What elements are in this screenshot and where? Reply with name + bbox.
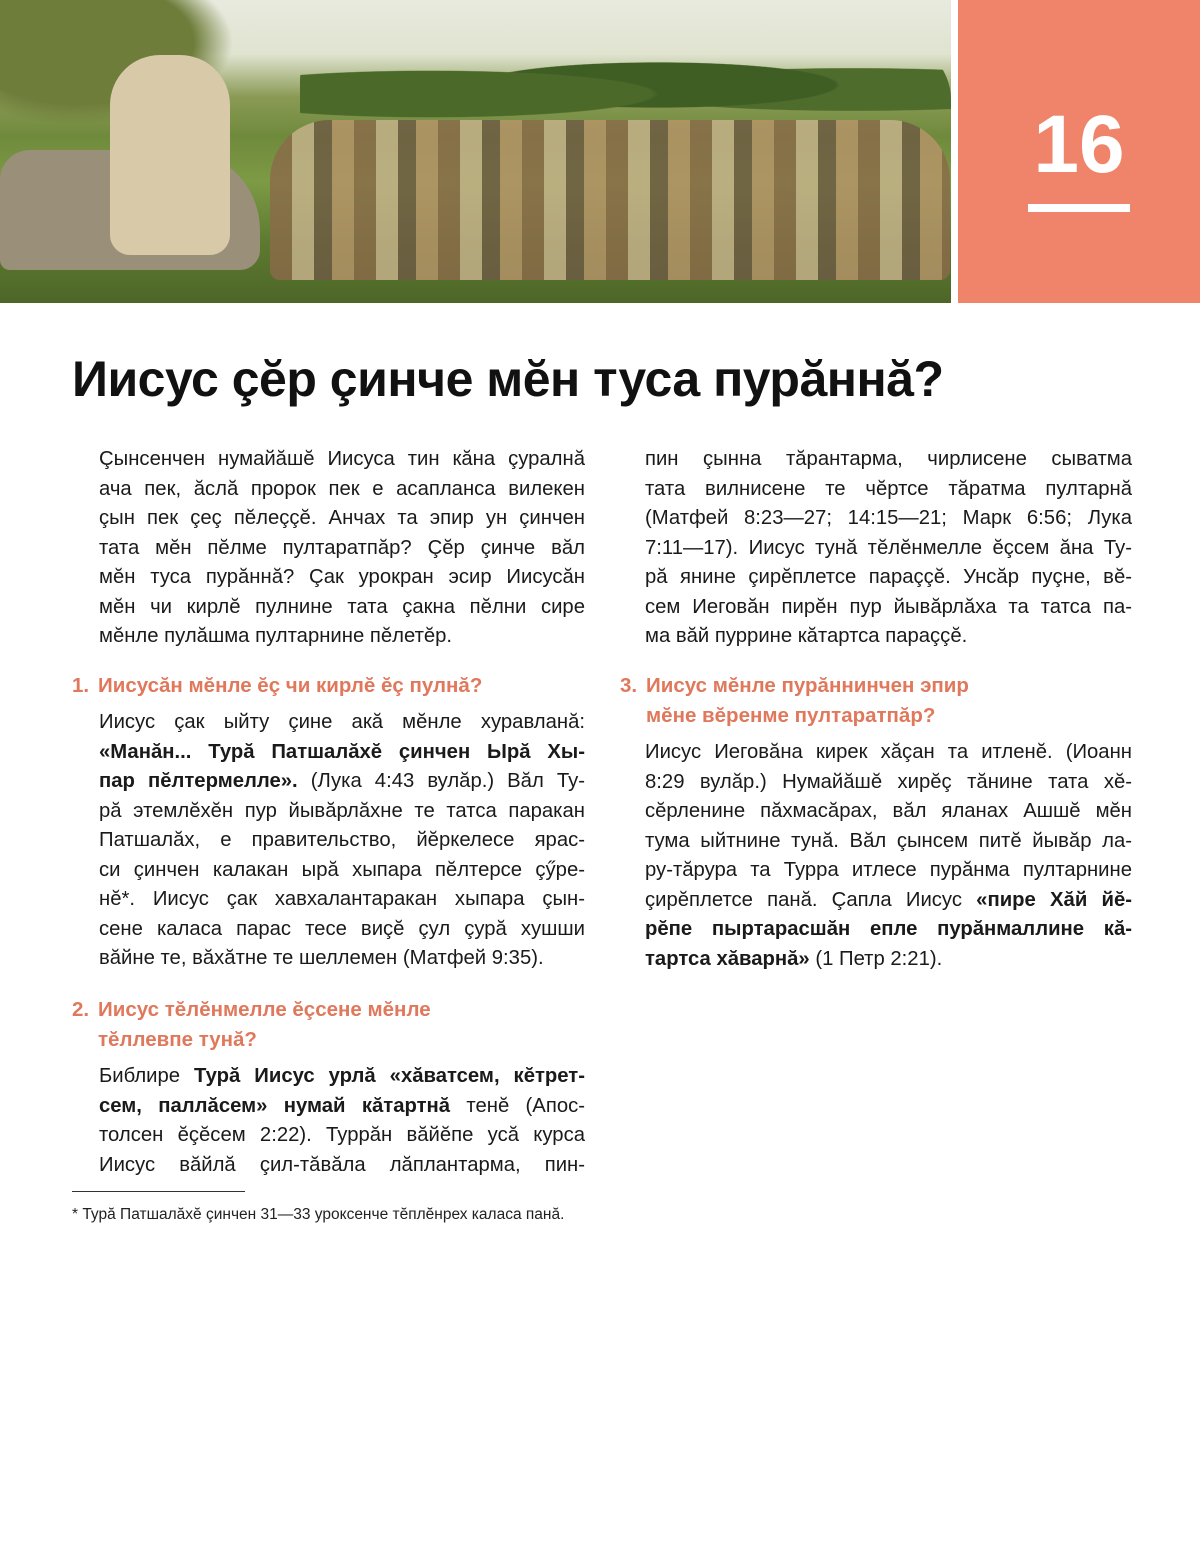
- text-line: [99, 445, 585, 475]
- question-3: [620, 671, 969, 731]
- text: мĕн туса пурăннă? Çак урокран эсир Иисусăн: [99, 566, 585, 588]
- text: 7:11—17). Иисус тунă тĕлĕнмелле ĕçсем ăна Ту-: [645, 536, 1132, 559]
- question-2: [72, 995, 431, 1055]
- text-line: [99, 504, 585, 534]
- text-line: [645, 915, 1132, 945]
- text: Библире: [99, 1065, 195, 1087]
- bold-text: Турă Иисус урлă «хăватсем, кĕтрет-: [194, 1065, 585, 1087]
- text: сем Иеговăн пирĕн пур йывăрлăха та татса па-: [645, 595, 1132, 618]
- text-line: [645, 534, 1132, 564]
- question-text: тĕллевпе тунă?: [98, 1028, 257, 1051]
- bold-text: «Манăн... Турă Патшалăхĕ çинчен Ырă Хы-: [99, 740, 585, 763]
- text: (Лука 4:43 вулăр.) Вăл Ту-: [297, 770, 585, 792]
- text-line: [645, 886, 1132, 916]
- text: рă этемлĕхĕн пур йывăрлăхне те татса паракан: [99, 799, 585, 822]
- text-line: [99, 534, 585, 564]
- text-line: [645, 768, 1132, 798]
- text: (Матфей 8:23—27; 14:15—21; Марк 6:56; Лука: [645, 507, 1132, 529]
- text-line: [99, 915, 585, 945]
- text: ача пек, ăслă пророк пек е асапланса вилекен: [99, 477, 585, 500]
- text-line: [99, 1151, 585, 1181]
- answer-2-paragraph-continued: [645, 445, 1132, 652]
- text: мĕн чи кирлĕ пулнине тата çакна пĕлни сире: [99, 595, 585, 618]
- text: пин çынна тăрантарма, чирлисене сыватма: [645, 448, 1132, 470]
- answer-3-paragraph: [645, 738, 1132, 974]
- text-line: [99, 738, 585, 768]
- text-line: [645, 856, 1132, 886]
- question-number: 3.: [620, 674, 638, 697]
- text-line: [99, 767, 585, 797]
- text: 8:29 вулăр.) Нумайăшĕ хирĕç тăнине тата хĕ-: [645, 770, 1132, 793]
- text-line: [645, 593, 1132, 623]
- text-line: [99, 1092, 585, 1122]
- text: Иисус вăйлă çил-тăвăла лăплантарма, пин-: [99, 1153, 585, 1176]
- text-line: [99, 708, 585, 738]
- bold-text: рĕпе пыртарасшăн епле пурăнмаллине кă-: [645, 918, 1132, 940]
- text-line: [99, 856, 585, 886]
- text: тата мĕн пĕлме пултаратпăр? Çĕр çинче вăл: [99, 536, 585, 559]
- lesson-illustration: [0, 0, 951, 303]
- text-line: [99, 826, 585, 856]
- text: ру-тăрура та Турра итлесе пурăнма пултарнине: [645, 859, 1132, 881]
- text-line: [99, 1121, 585, 1151]
- intro-paragraph: [99, 445, 585, 652]
- text-line: [645, 475, 1132, 505]
- answer-1-paragraph: [99, 708, 585, 974]
- text-line: [645, 622, 1132, 652]
- bold-text: сем, паллăсем» нумай кăтартнă: [99, 1094, 451, 1117]
- text-line: [645, 738, 1132, 768]
- text: çирĕплетсе панă. Çапла Иисус: [645, 888, 977, 911]
- question-text: мĕне вĕренме пултаратпăр?: [646, 704, 936, 727]
- bold-text: пар пĕлтермелле».: [99, 770, 298, 792]
- text-line: [99, 1062, 585, 1092]
- text: си çинчен калакан ырă хыпара пĕлтерсе çӳре-: [99, 858, 585, 881]
- text-line: [99, 593, 585, 623]
- trees: [300, 40, 951, 130]
- lesson-number: 16: [1033, 99, 1125, 190]
- question-text: Иисусăн мĕнле ĕç чи кирлĕ ĕç пулнă?: [98, 674, 483, 697]
- text-line: [645, 504, 1132, 534]
- lesson-number-badge: [958, 0, 1200, 303]
- question-text: Иисус мĕнле пурăннинчен эпир: [646, 674, 969, 697]
- footnote: * Турă Патшалăхĕ çинчен 31—33 уроксенче тĕплĕнрех каласа панă.: [72, 1206, 565, 1223]
- text-line: [645, 945, 1132, 975]
- text-line: [99, 885, 585, 915]
- text: (1 Петр 2:21).: [809, 947, 943, 970]
- text: вăйне те, вăхăтне те шеллемен (Матфей 9:35).: [99, 947, 544, 969]
- text: çын пек çеç пĕлеççĕ. Анчах та эпир ун çинчен: [99, 507, 585, 529]
- text: мĕнле пулăшма пултарнине пĕлетĕр.: [99, 625, 453, 647]
- text-line: [645, 563, 1132, 593]
- text: Çынсенчен нумайăшĕ Иисуса тин кăна çуралнă: [99, 448, 585, 470]
- text: рă янине çирĕплетсе параççĕ. Унсăр пуçне, вĕ-: [645, 566, 1132, 588]
- crowd: [270, 120, 950, 280]
- bold-text: тартса хăварнă»: [645, 947, 810, 970]
- text: Иисус çак ыйту çине акă мĕнле хуравланă:: [99, 711, 585, 733]
- question-1: [72, 671, 482, 701]
- text-line: [99, 563, 585, 593]
- question-text: Иисус тĕлĕнмелле ĕçсене мĕнле: [98, 998, 431, 1021]
- text: тума ыйтнине тунă. Вăл çынсем питĕ йывăр ла-: [645, 829, 1132, 852]
- page-title: Иисус çĕр çинче мĕн туса пурăннă?: [72, 351, 944, 407]
- text: толсен ĕçĕсем 2:22). Туррăн вăйĕпе усă курса: [99, 1124, 585, 1146]
- text: тата вилнисене те чĕртсе тăратма пултарнă: [645, 477, 1132, 500]
- lesson-number-underline: [1028, 204, 1130, 212]
- text: ма вăй пуррине кăтартса параççĕ.: [645, 625, 968, 647]
- answer-2-paragraph: [99, 1062, 585, 1180]
- text-line: [645, 827, 1132, 857]
- text: тенĕ (Апос-: [450, 1094, 585, 1117]
- bold-text: «пире Хăй йĕ-: [976, 888, 1132, 911]
- text: сĕрленине пăхмасăрах, вăл яланах Ашшĕ мĕн: [645, 800, 1132, 822]
- text-line: [99, 622, 585, 652]
- teacher-figure: [110, 55, 230, 255]
- text-line: [99, 475, 585, 505]
- text: Патшалăх, е правительство, йĕркелесе ярас-: [99, 829, 585, 851]
- text: сене каласа парас тесе виçĕ çул çурă хушши: [99, 917, 585, 940]
- footnote-divider: [72, 1191, 245, 1192]
- question-number: 1.: [72, 674, 90, 697]
- question-number: 2.: [72, 998, 90, 1021]
- text: нĕ*. Иисус çак хавхалантаракан хыпара çын-: [99, 888, 585, 910]
- text-line: [645, 445, 1132, 475]
- text-line: [99, 797, 585, 827]
- text-line: [99, 944, 585, 974]
- text: Иисус Иеговăна кирек хăçан та итленĕ. (Иоанн: [645, 741, 1132, 763]
- text-line: [645, 797, 1132, 827]
